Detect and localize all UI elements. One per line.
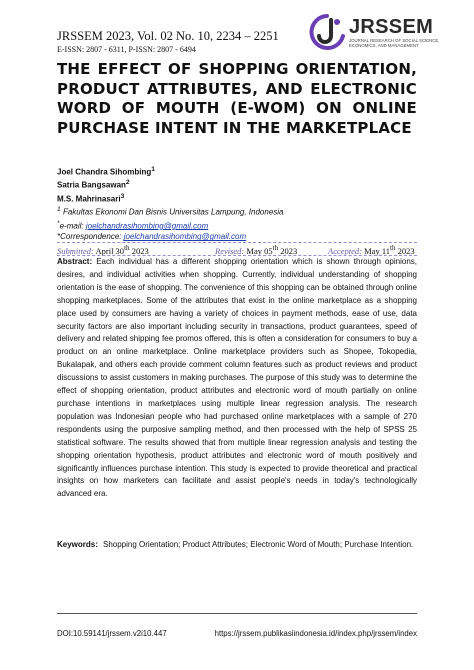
email-sup: * bbox=[57, 219, 60, 227]
journal-logo bbox=[309, 14, 449, 52]
correspondence-email-link[interactable]: joelchandrasihombing@gmail.com bbox=[123, 232, 247, 242]
author-name: Joel Chandra Sihombing bbox=[57, 167, 152, 177]
abstract-text: Each individual has a different shopping orientation which is shown through opinions, desires, and individual activities when shopping. Currently, individual understanding of shopping orientation is the ease of shopping. The convenience of this shopping can be obtained through online shopping marketplaces. Some of the attributes that exist in the online marketplace as a shopping place used by consumers are having a variety of choices in payment methods, ease of use, data security factors are also important including security in transactions, product guarantees, speed of delivery and related shipping fee promos offered, this is often a consideration for consumers to buy a product on an online marketplace. Online marketplace providers such as Shopee, Tokopedia, Bukalapak, and others each provide comment column features such as product reviews and product discussions to assist customers in making purchases. The purpose of this study was to determine the effect of shopping orientation, product attributes and electronic word of mouth partially on online purchase intentions in marketplaces using multiple linear regression analysis. The research population was Indonesian people who had purchased online marketplaces with a sample of 270 respondents using the purposive sampling method, and then processed with the help of SPSS 25 statistical software. The results showed that from multiple linear regression analysis and testing the shopping orientation hypothesis, product attributes and electronic word of mouth positively and significantly influences purchase intention. This study is expected to provide theoretical and practical insights on how marketers can facilitate and assist people's needs in today's technologically advanced era. bbox=[57, 257, 417, 499]
author-sup: 2 bbox=[125, 179, 130, 187]
submission-dates bbox=[57, 243, 417, 254]
author-sup: 1 bbox=[151, 166, 155, 173]
email-link[interactable]: joelchandrasihombing@gmail.com bbox=[85, 221, 209, 231]
logo-wordmark: JRSSEM bbox=[349, 16, 434, 38]
keywords-label: Keywords: bbox=[57, 540, 98, 549]
affiliation-text: Fakultas Ekonomi Dan Bisnis Universitas Lampung, Indonesia bbox=[62, 208, 284, 218]
author-block bbox=[57, 165, 417, 243]
submitted-year: 2023 bbox=[129, 245, 149, 256]
journal-issn: E-ISSN: 2807 - 6311, P-ISSN: 2807 - 6494 bbox=[57, 45, 196, 54]
revised-value: May 05 bbox=[246, 245, 273, 256]
author-sup: 3 bbox=[120, 192, 125, 200]
author-name: M.S. Mahrinasari bbox=[57, 194, 121, 204]
logo-mark-icon bbox=[309, 14, 345, 52]
revised-sup: th bbox=[272, 244, 279, 252]
revised-year: 2023 bbox=[278, 245, 298, 256]
abstract bbox=[57, 256, 417, 501]
affiliation bbox=[57, 205, 417, 218]
correspondence-label: *Correspondence: bbox=[57, 232, 122, 242]
abstract-label: Abstract: bbox=[57, 257, 93, 266]
accepted-label: Accepted: bbox=[328, 245, 362, 256]
author-name: Satria Bangsawan bbox=[57, 181, 126, 191]
journal-citation: JRSSEM 2023, Vol. 02 No. 10, 2234 – 2251 bbox=[57, 29, 279, 43]
footer-rule bbox=[57, 613, 417, 614]
keywords-text: Shopping Orientation; Product Attributes; Electronic Word of Mouth; Purchase Intention. bbox=[103, 540, 414, 549]
footer-doi: DOI:10.59141/jrssem.v2i10.447 bbox=[57, 629, 167, 638]
paper-title: THE EFFECT OF SHOPPING ORIENTATION, PRODUCT ATTRIBUTES, AND ELECTRONIC WORD OF MOUTH (E-WOM) ON ONLINE PURCHASE INTENT IN THE MARKETPLACE bbox=[57, 60, 417, 137]
email-line bbox=[57, 219, 417, 232]
revised-label: Revised: bbox=[215, 245, 245, 256]
affiliation-sup: 1 bbox=[57, 206, 61, 214]
author-1 bbox=[57, 165, 417, 178]
accepted-year: 2023 bbox=[395, 245, 415, 256]
author-2 bbox=[57, 178, 417, 191]
email-label: e-mail: bbox=[59, 221, 84, 231]
submitted-value: April 30 bbox=[95, 245, 125, 256]
accepted-sup: th bbox=[390, 244, 396, 252]
author-3 bbox=[57, 192, 417, 205]
submitted-label: Submitted: bbox=[57, 245, 94, 256]
footer-journal-link[interactable]: https://jrssem.publikasiindonesia.id/index.php/jrssem/index bbox=[214, 629, 417, 638]
accepted-value: May 11 bbox=[364, 245, 390, 256]
submitted-sup: th bbox=[124, 244, 130, 252]
logo-subtitle: JOURNAL RESEARCH OF SOCIAL SCIENCE, ECONOMICS, AND MANAGEMENT bbox=[349, 38, 440, 48]
